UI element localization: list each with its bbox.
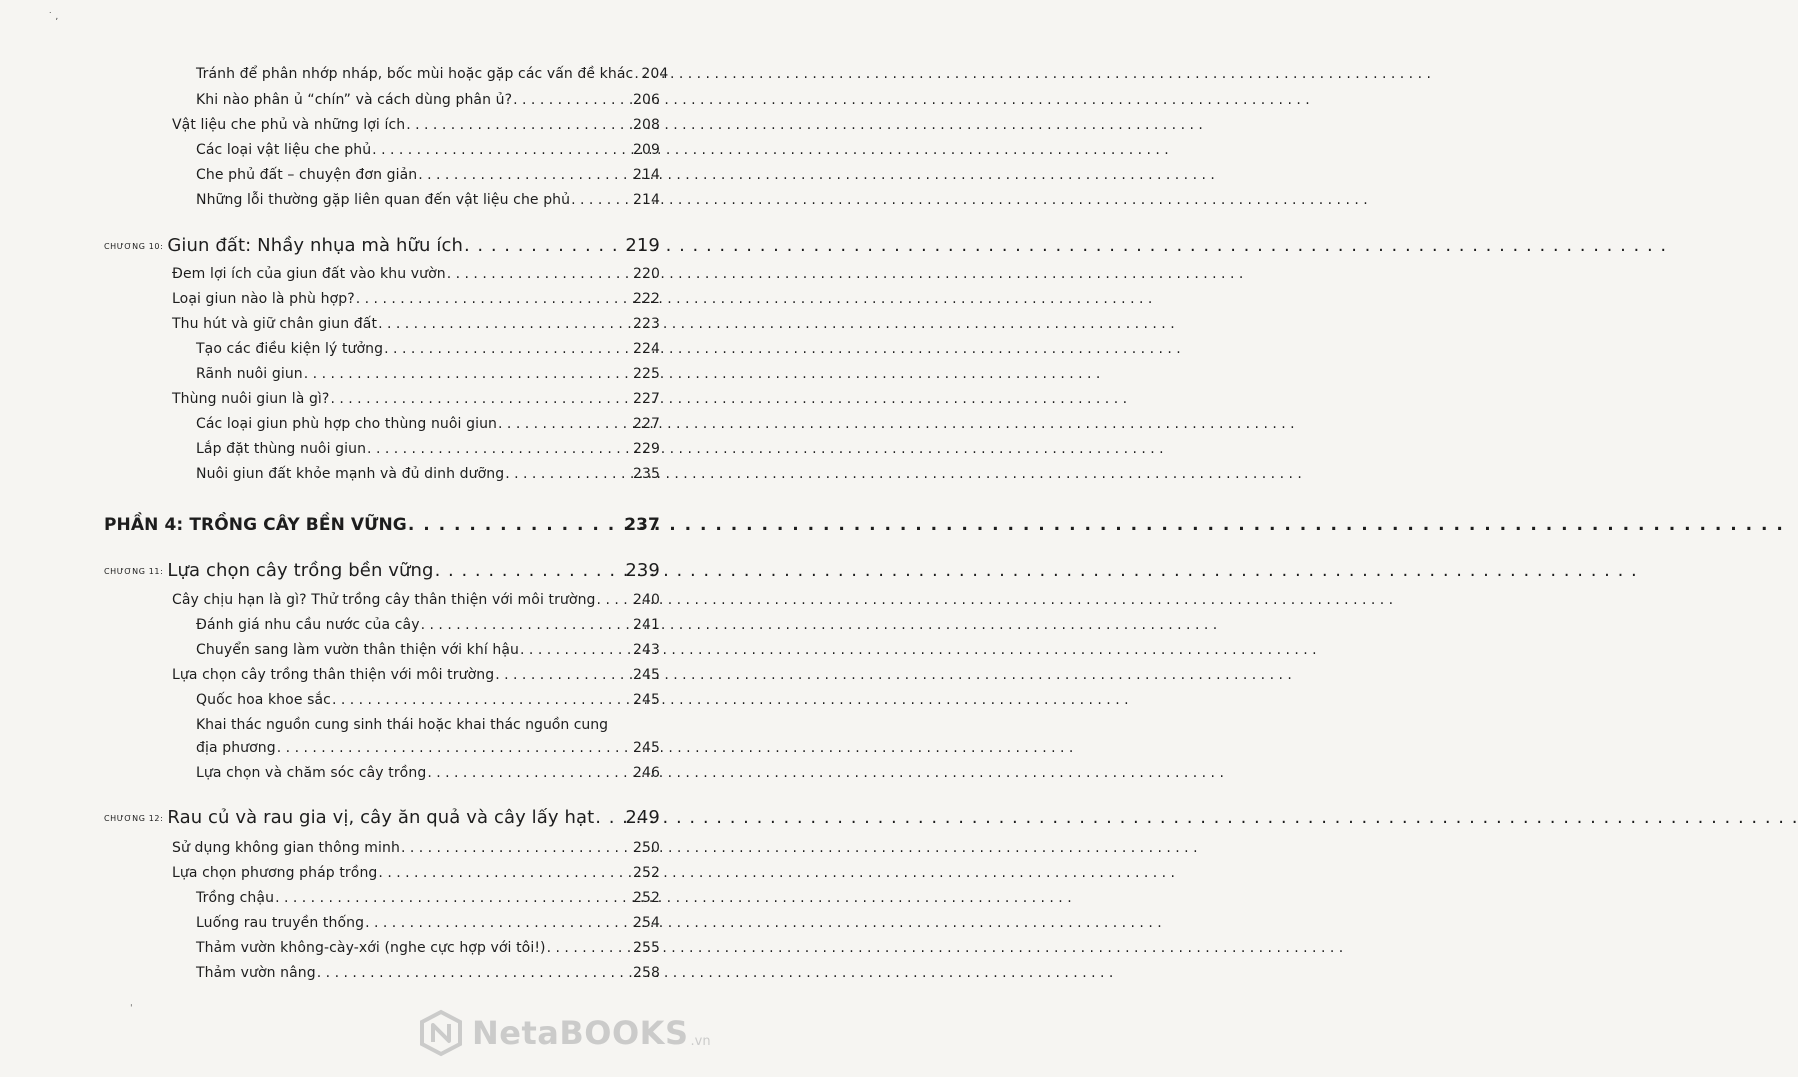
table-of-contents-page bbox=[0, 0, 711, 1077]
toc-entry-label: Vật liệu che phủ và những lợi ích bbox=[172, 117, 406, 133]
toc-entry-label: Đánh giá nhu cầu nước của cây bbox=[196, 617, 420, 633]
chapter-title: Giun đất: Nhầy nhụa mà hữu ích bbox=[167, 235, 463, 256]
dot-leader bbox=[378, 316, 632, 332]
chapter-page: 239 bbox=[625, 560, 660, 581]
toc-entry-label: Trồng chậu bbox=[196, 890, 275, 906]
toc-entry bbox=[196, 341, 660, 357]
dot-leader bbox=[372, 142, 632, 158]
toc-entry bbox=[196, 466, 660, 482]
toc-entry-label: Luống rau truyền thống bbox=[196, 915, 365, 931]
toc-entry-page: 245 bbox=[632, 692, 660, 708]
chapter-page: 219 bbox=[625, 235, 660, 256]
dot-leader bbox=[332, 692, 632, 708]
toc-entry-label: Thảm vườn nâng bbox=[196, 965, 316, 981]
toc-entry bbox=[196, 940, 660, 956]
dot-leader bbox=[520, 642, 632, 658]
dot-leader bbox=[304, 366, 632, 382]
dot-leader bbox=[330, 391, 632, 407]
toc-entry-page: 250 bbox=[632, 840, 660, 856]
toc-entry-label: Tránh để phân nhớp nháp, bốc mùi hoặc gặp các vấn đề khác bbox=[196, 66, 634, 82]
dot-leader bbox=[435, 560, 625, 581]
toc-entry-label: Thùng nuôi giun là gì? bbox=[172, 391, 330, 407]
dot-leader bbox=[367, 441, 632, 457]
chapter-prefix: CHƯƠNG 11: bbox=[104, 567, 164, 576]
toc-entry-page: 214 bbox=[632, 167, 660, 183]
toc-entry bbox=[196, 890, 660, 906]
toc-entry bbox=[196, 915, 660, 931]
part-title: PHẦN 4: TRỒNG CÂY BỀN VỮNG bbox=[104, 515, 407, 535]
toc-entry-page: 225 bbox=[632, 366, 660, 382]
toc-entry bbox=[196, 740, 660, 756]
toc-entry bbox=[196, 965, 660, 981]
toc-entry-label: Quốc hoa khoe sắc bbox=[196, 692, 331, 708]
toc-entry bbox=[196, 66, 669, 82]
toc-entry-label: Lựa chọn cây trồng thân thiện với môi trường bbox=[172, 667, 495, 683]
toc-entry-label: Cây chịu hạn là gì? Thử trồng cây thân thiện với môi trường bbox=[172, 592, 596, 608]
toc-entry-label: Thảm vườn không-cày-xới (nghe cực hợp với tôi!) bbox=[196, 940, 546, 956]
dot-leader bbox=[595, 807, 624, 828]
dot-leader bbox=[317, 965, 632, 981]
dot-leader bbox=[447, 266, 632, 282]
toc-entry-label: Khi nào phân ủ “chín” và cách dùng phân ủ? bbox=[196, 92, 513, 108]
toc-entry-label: địa phương bbox=[196, 740, 276, 756]
toc-entry-label: Các loại giun phù hợp cho thùng nuôi giun bbox=[196, 416, 498, 432]
dot-leader bbox=[275, 890, 632, 906]
toc-entry bbox=[172, 592, 660, 608]
toc-entry-label: Tạo các điều kiện lý tưởng bbox=[196, 341, 384, 357]
toc-entry bbox=[172, 316, 660, 332]
toc-entry bbox=[196, 167, 660, 183]
dot-leader bbox=[408, 515, 623, 535]
toc-entry bbox=[196, 692, 660, 708]
chapter-title: Lựa chọn cây trồng bền vững bbox=[167, 560, 434, 581]
chapter-prefix: CHƯƠNG 10: bbox=[104, 242, 164, 251]
dot-leader bbox=[498, 416, 632, 432]
chapter-title: Rau củ và rau gia vị, cây ăn quả và cây lấy hạt bbox=[167, 807, 595, 828]
toc-entry-label: Lựa chọn phương pháp trồng bbox=[172, 865, 378, 881]
toc-entry-page: 240 bbox=[632, 592, 660, 608]
toc-entry-label: Loại giun nào là phù hợp? bbox=[172, 291, 355, 307]
toc-entry-page: 220 bbox=[632, 266, 660, 282]
toc-entry bbox=[172, 266, 660, 282]
toc-entry bbox=[172, 667, 660, 683]
toc-entry-page: 252 bbox=[632, 890, 660, 906]
dot-leader bbox=[277, 740, 632, 756]
toc-entry-page: 227 bbox=[632, 416, 660, 432]
chapter-heading bbox=[104, 235, 660, 256]
toc-entry bbox=[196, 617, 660, 633]
dot-leader bbox=[421, 617, 632, 633]
toc-entry-page: 208 bbox=[632, 117, 660, 133]
chapter-prefix: CHƯƠNG 12: bbox=[104, 814, 164, 823]
toc-entry bbox=[196, 142, 660, 158]
dot-leader bbox=[597, 592, 632, 608]
dot-leader bbox=[547, 940, 632, 956]
toc-entry-page: 206 bbox=[632, 92, 660, 108]
toc-entry-page: 224 bbox=[632, 341, 660, 357]
toc-entry-page: 209 bbox=[632, 142, 660, 158]
watermark-domain: .vn bbox=[690, 1033, 711, 1049]
toc-entry bbox=[172, 291, 660, 307]
toc-entry-page: 223 bbox=[632, 316, 660, 332]
dot-leader bbox=[495, 667, 632, 683]
toc-entry-label: Rãnh nuôi giun bbox=[196, 366, 303, 382]
toc-entry-page: 243 bbox=[632, 642, 660, 658]
toc-entry-page: 255 bbox=[632, 940, 660, 956]
dot-leader bbox=[365, 915, 632, 931]
dot-leader bbox=[384, 341, 632, 357]
toc-entry-label: Những lỗi thường gặp liên quan đến vật liệu che phủ bbox=[196, 192, 571, 208]
toc-entry bbox=[196, 192, 660, 208]
toc-entry-page: 235 bbox=[632, 466, 660, 482]
toc-entry-page: 252 bbox=[632, 865, 660, 881]
dot-leader bbox=[513, 92, 632, 108]
toc-entry-label: Che phủ đất – chuyện đơn giản bbox=[196, 167, 418, 183]
dot-leader bbox=[634, 66, 640, 82]
toc-entry bbox=[196, 642, 660, 658]
toc-entry bbox=[196, 92, 660, 108]
toc-entry bbox=[172, 391, 660, 407]
dot-leader bbox=[406, 117, 632, 133]
watermark-brand: NetaBOOKS bbox=[472, 1014, 689, 1052]
chapter-page: 249 bbox=[625, 807, 660, 828]
toc-entry bbox=[196, 416, 660, 432]
toc-entry-label: Các loại vật liệu che phủ bbox=[196, 142, 372, 158]
toc-entry bbox=[172, 117, 660, 133]
toc-entry-label: Thu hút và giữ chân giun đất bbox=[172, 316, 378, 332]
part-heading bbox=[104, 515, 660, 535]
toc-entry-page: 241 bbox=[632, 617, 660, 633]
toc-entry-page: 229 bbox=[632, 441, 660, 457]
dot-leader bbox=[378, 865, 632, 881]
toc-entry-label: Lựa chọn và chăm sóc cây trồng bbox=[196, 765, 427, 781]
toc-entry-page: 245 bbox=[632, 740, 660, 756]
dot-leader bbox=[418, 167, 632, 183]
dot-leader bbox=[356, 291, 632, 307]
toc-entry-page: 214 bbox=[632, 192, 660, 208]
toc-entry bbox=[172, 865, 660, 881]
toc-entry-label: Nuôi giun đất khỏe mạnh và đủ dinh dưỡng bbox=[196, 466, 505, 482]
dot-leader bbox=[464, 235, 624, 256]
toc-entry bbox=[172, 840, 660, 856]
toc-entry bbox=[196, 366, 660, 382]
toc-entry-page: 227 bbox=[632, 391, 660, 407]
toc-entry-page: 222 bbox=[632, 291, 660, 307]
toc-entry bbox=[196, 441, 660, 457]
toc-entry-page: 245 bbox=[632, 667, 660, 683]
netabooks-watermark bbox=[418, 1010, 711, 1056]
toc-entry-page: 204 bbox=[641, 66, 669, 82]
toc-entry-page: 246 bbox=[632, 765, 660, 781]
scan-mark: ˌ bbox=[130, 998, 133, 1008]
dot-leader bbox=[427, 765, 632, 781]
scan-mark: ˙ , bbox=[48, 12, 59, 22]
toc-entry-label: Chuyển sang làm vườn thân thiện với khí hậu bbox=[196, 642, 520, 658]
toc-entry-page: 254 bbox=[632, 915, 660, 931]
toc-entry-label: Lắp đặt thùng nuôi giun bbox=[196, 441, 367, 457]
netabooks-logo-icon bbox=[418, 1010, 464, 1056]
dot-leader bbox=[505, 466, 632, 482]
toc-entry-label: Khai thác nguồn cung sinh thái hoặc khai thác nguồn cung bbox=[196, 717, 609, 733]
dot-leader bbox=[571, 192, 632, 208]
chapter-heading bbox=[104, 560, 660, 581]
toc-entry-label: Đem lợi ích của giun đất vào khu vườn bbox=[172, 266, 446, 282]
part-page: 237 bbox=[624, 515, 660, 535]
toc-entry-page: 258 bbox=[632, 965, 660, 981]
toc-entry-label: Sử dụng không gian thông minh bbox=[172, 840, 400, 856]
dot-leader bbox=[401, 840, 632, 856]
chapter-heading bbox=[104, 807, 660, 828]
toc-entry bbox=[196, 765, 660, 781]
